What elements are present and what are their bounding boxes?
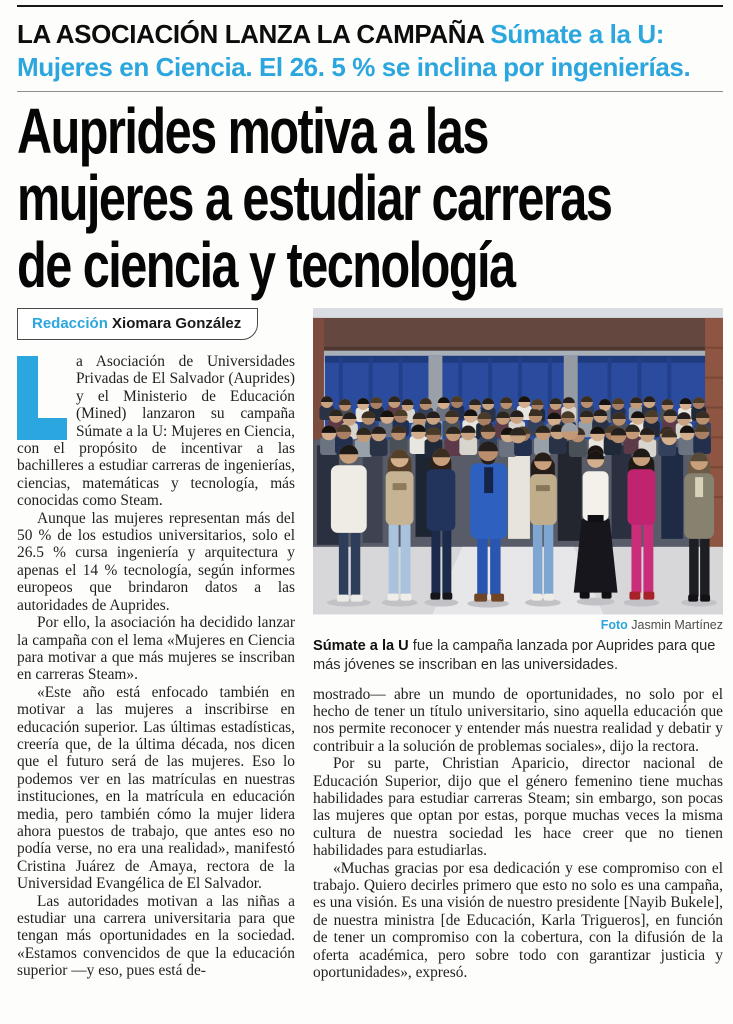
paragraph: «Este año está enfocado también en motivar a las mujeres a inscribirse en educación superior. Las últimas estadísticas, creería que, de la última década, nos dicen que el futuro será de las mujeres. Eso lo podemos ver en las matrículas en nuestras instituciones, en la matrícula en educación media, pero también cómo la mujer lidera ahora puestos de trabajo, que antes eso no podía verse, no era una realidad», manifestó Cristina Juárez de Amaya, rectora de la Universidad Evangélica de El Salvador. [17,683,295,893]
left-column [17,308,295,981]
top-rule [17,5,723,7]
byline-box [17,308,258,340]
paragraph [17,353,295,510]
left-story-text [17,353,295,980]
caption-lead: Súmate a la U [313,637,409,654]
paragraph: mostrado— abre un mundo de oportunidades, no solo por el hecho de tener un título universitario, sino aquella educación que nos permite reconocer y entender más nuestra realidad y debatir y contribuir a la solución de problemas sociales», dijo la rectora. [313,685,723,755]
right-column [313,308,723,981]
paragraph: Aunque las mujeres representan más del 50 % de los estudios universitarios, solo el 26.5 % cursa ingeniería y arquitectura y apenas el 14 % tecnología, según informes europeos que brindaron datos a las autoridades de Auprides. [17,509,295,614]
drop-cap-L [17,356,67,440]
photo-credit-label: Foto [600,617,628,632]
paragraph: Por ello, la asociación ha decidido lanzar la campaña con el lema «Mujeres en Ciencia para motivar a que más mujeres se inscriban en carreras Steam». [17,614,295,684]
kicker-black-text: LA ASOCIACIÓN LANZA LA CAMPAÑA [17,19,484,49]
caption-text: fue la campaña lanzada por Auprides para que más jóvenes se inscriban en las universidades. [313,637,716,673]
photo-caption [313,637,723,675]
kicker-line-1 [17,18,723,51]
paragraph: «Muchas gracias por esa dedicación y ese compromiso con el trabajo. Quiero decirles primero que esto no solo es una campaña, es una visión. Es una visión de nuestro presidente [Nayib Bukele], de nuestra ministra [de Educación, Karla Trigueros], en función de tener un compromiso con la cobertura, con la difusión de la oferta académica, pero sobre todo con garantizar justicia y oportunidades», expresó. [313,859,723,981]
photo-credit-name: Jasmin Martínez [627,617,723,632]
paragraph: Por su parte, Christian Aparicio, director nacional de Educación Superior, dijo que el género femenino tiene muchas habilidades para estudiar carreras Steam; sin embargo, son pocas las mujeres que optan por estas, porque muchas veces la misma cultura de nuestra sociedad les hace creer que no tienen habilidades para estudiarlas. [313,755,723,860]
byline-label: Redacción [32,315,108,332]
photo-credit [313,618,723,632]
kicker-divider [17,91,723,92]
kicker-blue-text-2: Mujeres en Ciencia. El 26. 5 % se inclina por ingenierías. [17,52,691,82]
paragraph-text: a Asociación de Universidades Privadas de El Salvador (Auprides) y el Ministerio de Educación (Mined) lanzaron su campaña Súmate a la U: Mujeres en Ciencia, con el propósito de incentivar a las bachilleres a estudiar carreras de ingenierías, ciencias, matemáticas y tecnología, más conocidas como Steam. [17,353,295,510]
article-photo [313,308,723,615]
headline-line-1: Auprides motiva a las [17,95,488,167]
right-story-text [313,686,723,982]
headline [17,95,723,301]
kicker-blue-text-1: Súmate a la U: [490,19,664,49]
article-columns [17,308,723,981]
person-magenta-suit [627,449,655,600]
headline-line-3: de ciencia y tecnología [17,229,515,301]
headline-line-2: mujeres a estudiar carreras [17,162,612,234]
kicker [17,18,723,84]
paragraph: Las autoridades motivan a las niñas a estudiar una carrera universitaria para que tengan más oportunidades en la sociedad. «Estamos convencidos de que la educación superior —y eso, pues está de- [17,892,295,980]
byline-author: Xiomara González [107,315,242,332]
